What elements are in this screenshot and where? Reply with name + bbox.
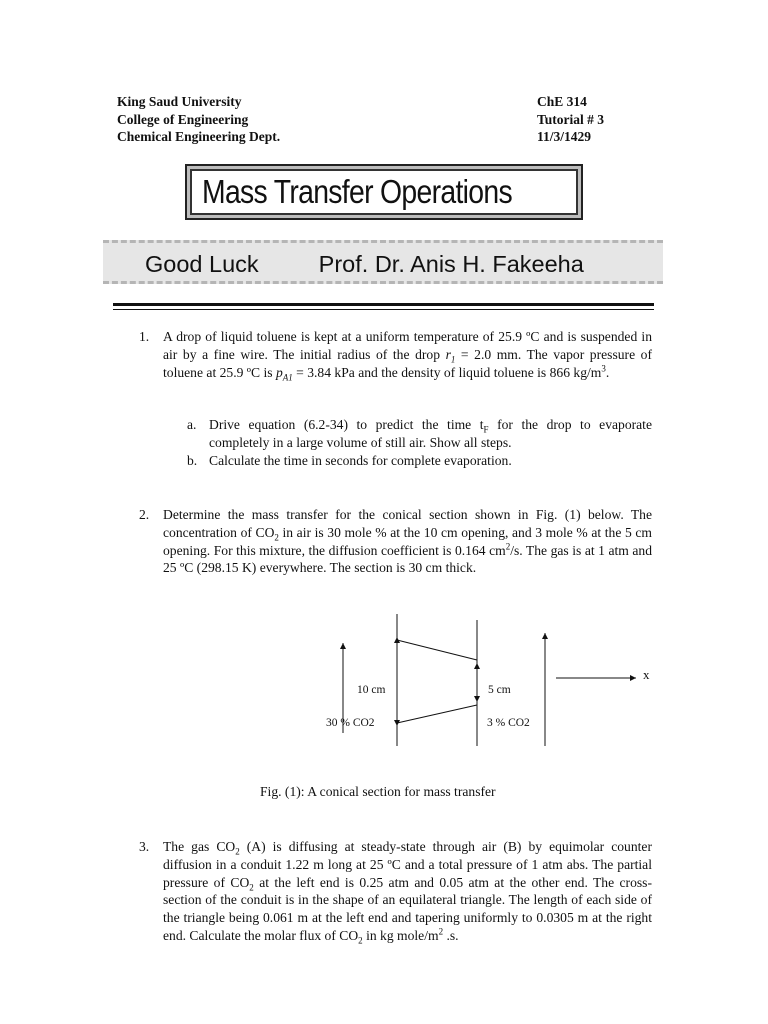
q2-sup: 2 xyxy=(505,541,511,552)
q2-number: 2. xyxy=(139,507,150,522)
banner-author: Prof. Dr. Anis H. Fakeeha xyxy=(318,251,584,277)
label-x-axis: x xyxy=(643,667,650,682)
q1-sup: 3 xyxy=(601,363,606,374)
course-code: ChE 314 xyxy=(537,94,587,109)
q3-number: 3. xyxy=(139,839,150,854)
q3-text-b: (A) is diffusing at steady-state through air (B) by equimolar counter diffusion in a conduit 1.22 m long at 25 ºC and a total pressure of 1 atm abs. The partial pressure of CO xyxy=(163,839,652,890)
q3-sub-3: 2 xyxy=(358,935,363,946)
university-name: King Saud University xyxy=(117,94,242,109)
q2-text-a: Determine the mass transfer for the conical section shown in Fig. (1) below. The concentration of CO xyxy=(163,507,652,540)
q2-text-c: /s. The gas is at 1 atm and 25 ºC (298.15 K) everywhere. The section is 30 cm thick. xyxy=(163,542,653,576)
q1a-sub: F xyxy=(483,424,489,435)
question-3 xyxy=(163,838,652,945)
q1b-label: b. xyxy=(187,453,198,468)
tutorial-number: Tutorial # 3 xyxy=(537,111,605,127)
department-name: Chemical Engineering Dept. xyxy=(117,129,281,144)
q3-sup: 2 xyxy=(438,926,444,937)
banner-good-luck: Good Luck xyxy=(145,251,259,277)
question-1b: Calculate the time in seconds for complete evaporation. xyxy=(209,453,512,468)
q1a-text-a: Drive equation (6.2-34) to predict the time t xyxy=(209,417,484,432)
q3-sub-1: 2 xyxy=(235,846,240,857)
label-3-percent-co2: 3 % CO2 xyxy=(487,717,530,729)
figure-caption: Fig. (1): A conical section for mass transfer xyxy=(260,784,496,799)
q1-text-c: = 3.84 kPa and the density of liquid toluene is 866 kg/m xyxy=(292,364,602,380)
q1-text-b: = 2.0 mm. The vapor pressure of toluene at 25.9 ºC is xyxy=(163,346,652,380)
q1-number: 1. xyxy=(139,329,150,344)
q1-p-sub: A1 xyxy=(282,372,293,383)
q3-sub-2: 2 xyxy=(249,882,254,893)
college-name: College of Engineering xyxy=(117,111,249,127)
page-title: Mass Transfer Operations xyxy=(202,173,512,210)
date: 11/3/1429 xyxy=(537,129,592,144)
q1a-text-b: for the drop to evaporate completely in a large volume of still air. Show all steps. xyxy=(209,417,652,450)
q1-p-symbol: p xyxy=(275,364,283,380)
label-10cm: 10 cm xyxy=(357,684,386,696)
q2-sub: 2 xyxy=(274,532,279,543)
q3-text-c: at the left end is 0.25 atm and 0.05 atm at the other end. The cross-section of the conduit is in the shape of an equilateral triangle. The length of each side of the triangle being 0.061 m at the left end and tapering uniformly to 0.0305 m at the right end. Calculate the molar flux of CO xyxy=(163,874,652,943)
q1a-label: a. xyxy=(187,417,197,432)
q1-text-end: . xyxy=(605,364,610,380)
cone-bottom-edge xyxy=(397,705,477,723)
q3-text-e: .s. xyxy=(443,927,459,943)
q1-r-symbol: r xyxy=(445,346,451,362)
q1-r-sub: 1 xyxy=(450,354,456,365)
q3-text-a: The gas CO xyxy=(163,839,236,854)
label-30-percent-co2: 30 % CO2 xyxy=(326,717,375,729)
q1-text-a: A drop of liquid toluene is kept at a uniform temperature of 25.9 ºC and is suspended in air by a fine wire. The initial radius of the drop xyxy=(163,329,652,362)
q2-text-b: in air is 30 mole % at the 10 cm opening, and 3 mole % at the 5 cm opening. For this mixture, the diffusion coefficient is 0.164 cm xyxy=(163,524,652,558)
q3-text-d: in kg mole/m xyxy=(362,927,439,943)
cone-top-edge xyxy=(397,640,477,660)
label-5cm: 5 cm xyxy=(488,684,511,696)
